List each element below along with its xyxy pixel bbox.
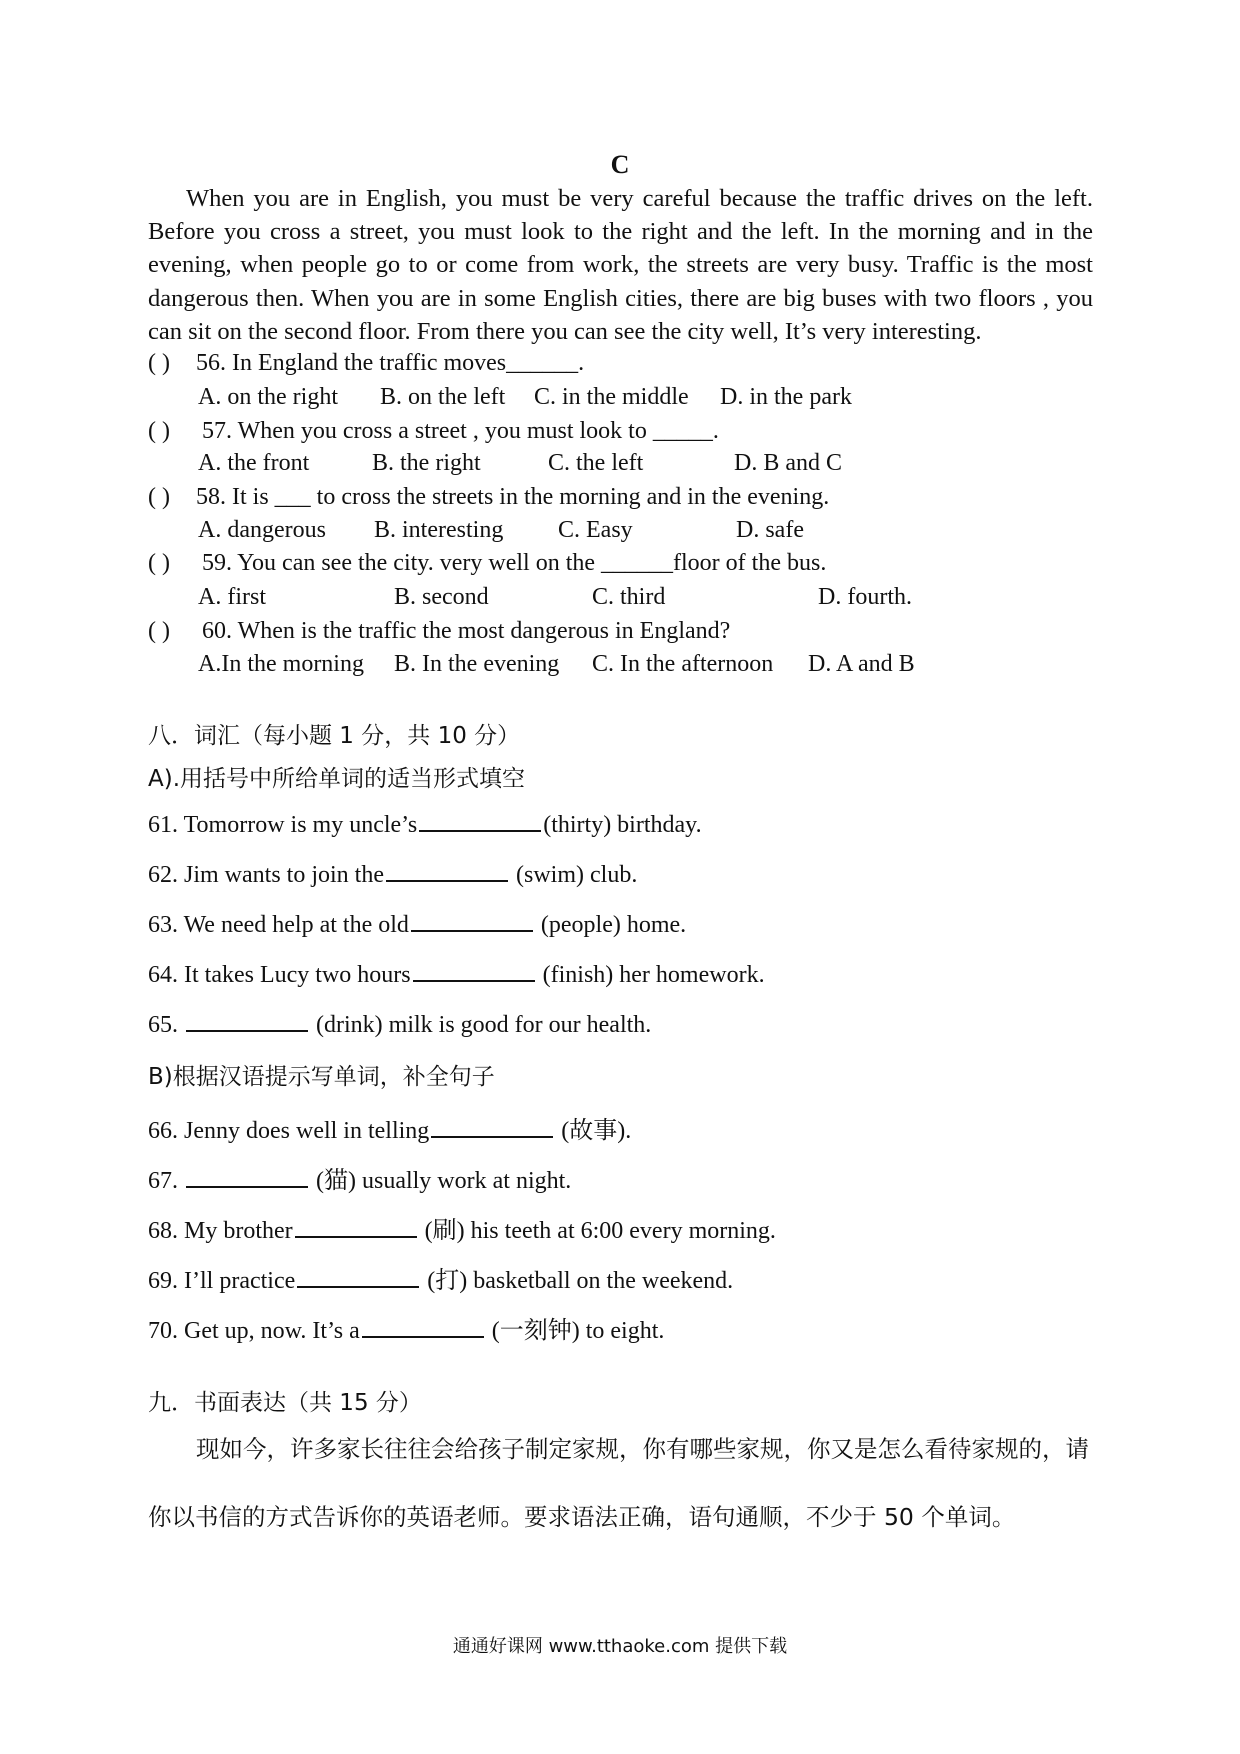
option-c: C. in the middle bbox=[534, 384, 689, 410]
option-d: D. A and B bbox=[808, 651, 915, 677]
option-a: A.In the morning bbox=[198, 651, 364, 677]
writing-prompt: 现如今，许多家长往往会给孩子制定家规，你有哪些家规，你又是怎么看待家规的，请你以书信的方式告诉你的英语老师。要求语法正确，语句通顺，不少于 50 个单词。 bbox=[148, 1435, 1089, 1531]
part-b-title: B)根据汉语提示写单词，补全句子 bbox=[148, 1064, 495, 1090]
option-a: A. the front bbox=[198, 450, 310, 476]
answer-blank[interactable] bbox=[362, 1316, 484, 1338]
option-a: A. on the right bbox=[198, 384, 338, 410]
option-b: B. second bbox=[394, 584, 489, 610]
part-a-title: A).用括号中所给单词的适当形式填空 bbox=[148, 766, 526, 792]
answer-blank[interactable] bbox=[411, 910, 533, 932]
option-c: C. third bbox=[592, 584, 666, 610]
answer-blank[interactable] bbox=[419, 810, 541, 832]
vocab-question-66: 66. Jenny does well in telling (故事). bbox=[148, 1118, 632, 1144]
answer-blank[interactable] bbox=[297, 1266, 419, 1288]
answer-blank[interactable] bbox=[386, 860, 508, 882]
option-c: C. Easy bbox=[558, 517, 633, 543]
vocab-question-69: 69. I’ll practice (打) basketball on the weekend. bbox=[148, 1268, 734, 1294]
answer-blank[interactable] bbox=[186, 1166, 308, 1188]
option-c: C. the left bbox=[548, 450, 644, 476]
answer-blank[interactable] bbox=[295, 1216, 417, 1238]
answer-blank[interactable] bbox=[186, 1010, 308, 1032]
option-d: D. fourth. bbox=[818, 584, 912, 610]
vocab-question-61: 61. Tomorrow is my uncle’s (thirty) birthday. bbox=[148, 812, 702, 838]
section-9-title: 九．书面表达（共 15 分） bbox=[148, 1390, 422, 1416]
question-57: ( ) 57. When you cross a street , you must look to _____. bbox=[148, 418, 719, 444]
question-58: ( ) 58. It is ___ to cross the streets in the morning and in the evening. bbox=[148, 484, 830, 510]
option-a: A. first bbox=[198, 584, 266, 610]
option-b: B. In the evening bbox=[394, 651, 560, 677]
option-a: A. dangerous bbox=[198, 517, 326, 543]
section-8-title: 八．词汇（每小题 1 分，共 10 分） bbox=[148, 723, 521, 749]
vocab-question-63: 63. We need help at the old (people) home. bbox=[148, 912, 687, 938]
option-d: D. safe bbox=[736, 517, 804, 543]
question-60: ( ) 60. When is the traffic the most dangerous in England? bbox=[148, 618, 731, 644]
question-56: ( ) 56. In England the traffic moves______. bbox=[148, 350, 585, 376]
reading-passage: When you are in English, you must be very careful because the traffic drives on the left. Before you cross a street, you must look to the right and the left. In the morning and in the evening, when people go to or come from work, the streets are very busy. Traffic is the most dangerous then. When you are in some English cities, there are big buses with two floors , you can sit on the second floor. From there you can see the city well, It’s very interesting. bbox=[148, 185, 1093, 345]
answer-blank[interactable] bbox=[431, 1116, 553, 1138]
option-d: D. in the park bbox=[720, 384, 852, 410]
question-59: ( ) 59. You can see the city. very well on the ______floor of the bus. bbox=[148, 550, 827, 576]
answer-blank[interactable] bbox=[413, 960, 535, 982]
vocab-question-67: 67. (猫) usually work at night. bbox=[148, 1168, 572, 1194]
vocab-question-68: 68. My brother (刷) his teeth at 6:00 every morning. bbox=[148, 1218, 776, 1244]
vocab-question-65: 65. (drink) milk is good for our health. bbox=[148, 1012, 652, 1038]
option-b: B. on the left bbox=[380, 384, 506, 410]
page-footer: 通通好课网 www.tthaoke.com 提供下载 bbox=[452, 1636, 788, 1657]
option-b: B. the right bbox=[372, 450, 481, 476]
vocab-question-62: 62. Jim wants to join the (swim) club. bbox=[148, 862, 638, 888]
section-heading: C bbox=[610, 150, 630, 179]
vocab-question-64: 64. It takes Lucy two hours (finish) her homework. bbox=[148, 962, 765, 988]
option-b: B. interesting bbox=[374, 517, 504, 543]
vocab-question-70: 70. Get up, now. It’s a (一刻钟) to eight. bbox=[148, 1318, 665, 1344]
option-d: D. B and C bbox=[734, 450, 842, 476]
option-c: C. In the afternoon bbox=[592, 651, 774, 677]
